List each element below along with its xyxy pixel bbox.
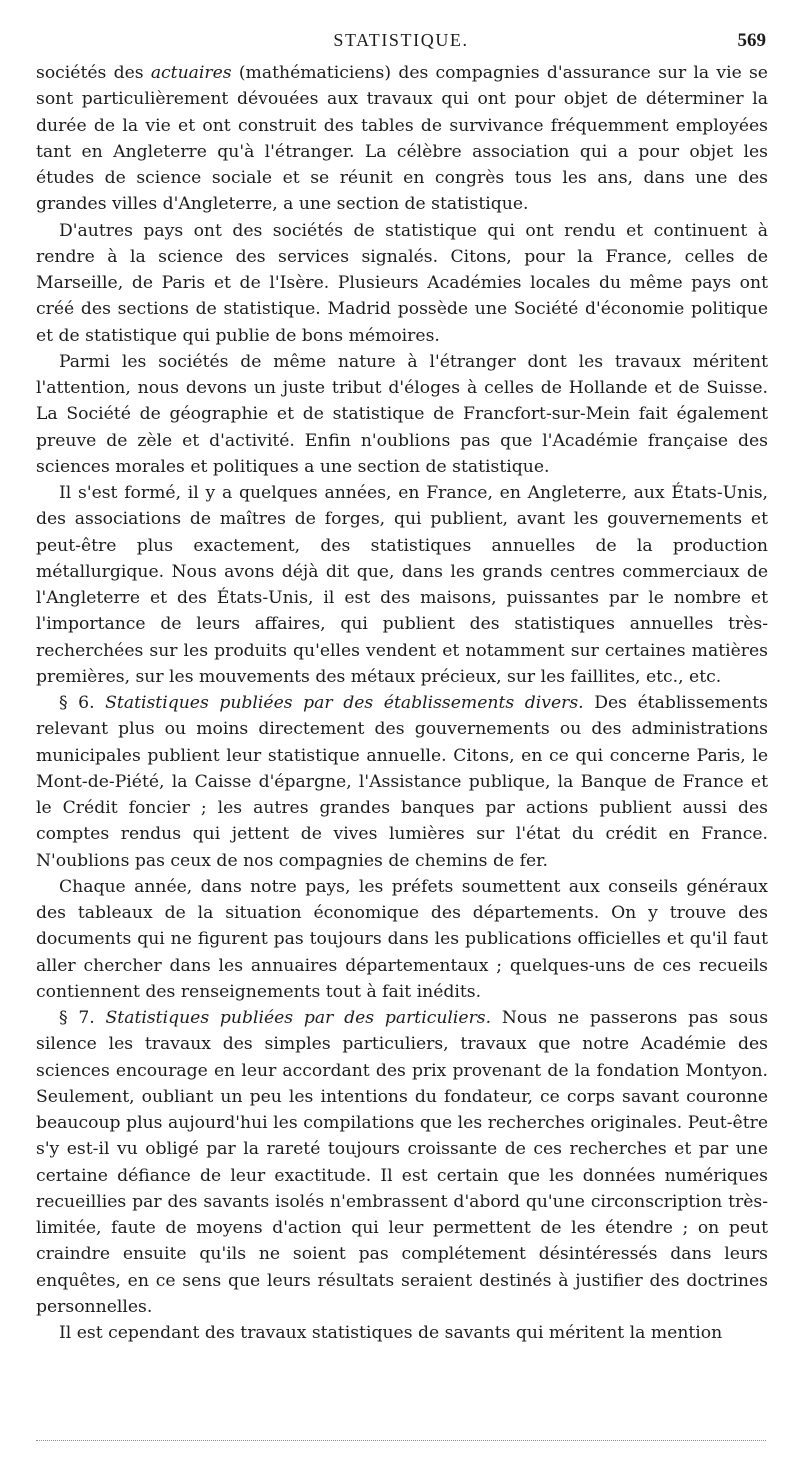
paragraph-continuation	[36, 60, 768, 218]
paragraph-text: (mathématiciens) des compagnies d'assurance sur la vie se sont particulièrement dévouées aux travaux qui ont pour objet de déterminer la durée de la vie et ont construit des tables de survivance fréquemment employées tant en Angleterre qu'à l'étranger. La célèbre association qui a pour objet les études de science sociale et se réunit en congrès tous les ans, dans une des grandes villes d'Angleterre, a une section de statistique.	[36, 63, 768, 215]
section-mark: § 6.	[59, 693, 95, 713]
body-text	[36, 60, 768, 1346]
paragraph-text: Des établissements relevant plus ou moins directement des gouvernements ou des administrations municipales publient leur statistique annuelle. Citons, en ce qui concerne Paris, le Mont-de-Piété, la Caisse d'épargne, l'Assistance publique, la Banque de France et le Crédit foncier ; les autres grandes banques par actions publient aussi des comptes rendus qui jettent de vives lumières sur l'état du crédit en France. N'oublions pas ceux de nos compagnies de chemins de fer.	[36, 693, 768, 871]
paragraph: Chaque année, dans notre pays, les préfets soumettent aux conseils généraux des tableaux de la situation économique des départements. On y trouve des documents qui ne figurent pas toujours dans les publications officielles et qu'il faut aller chercher dans les annuaires départementaux ; quelques-uns de ces recueils contiennent des renseignements tout à fait inédits.	[36, 876, 768, 1002]
paragraph: Il est cependant des travaux statistiques de savants qui méritent la mention	[59, 1323, 723, 1343]
page-number: 569	[737, 30, 766, 51]
italic-term: actuaires	[150, 63, 232, 83]
section-title: Statistiques publiées par des particuliers.	[105, 1008, 492, 1028]
section-7-paragraph	[36, 1005, 768, 1320]
paragraph: D'autres pays ont des sociétés de statistique qui ont rendu et continuent à rendre à la science des services signalés. Citons, pour la France, celles de Marseille, de Paris et de l'Isère. Plusieurs Académies locales du même pays ont créé des sections de statistique. Madrid possède une Société d'économie politique et de statistique qui publie de bons mémoires.	[36, 220, 768, 346]
section-6-paragraph	[36, 690, 768, 874]
paragraph-text: sociétés des	[36, 63, 151, 83]
section-title: Statistiques publiées par des établissements divers.	[105, 693, 584, 713]
running-header	[36, 30, 766, 54]
footer-dotted-rule	[36, 1440, 766, 1441]
paragraph: Parmi les sociétés de même nature à l'étranger dont les travaux méritent l'attention, nous devons un juste tribut d'éloges à celles de Hollande et de Suisse. La Société de géographie et de statistique de Francfort-sur-Mein fait également preuve de zèle et d'activité. Enfin n'oublions pas que l'Académie française des sciences morales et politiques a une section de statistique.	[36, 351, 768, 477]
section-mark: § 7.	[59, 1008, 95, 1028]
running-title: STATISTIQUE.	[333, 30, 469, 50]
paragraph-text: Nous ne passerons pas sous silence les travaux des simples particuliers, travaux que notre Académie des sciences encourage en leur accordant des prix provenant de la fondation Montyon. Seulement, oubliant un peu les intentions du fondateur, ce corps savant couronne beaucoup plus aujourd'hui les compilations que les recherches originales. Peut-être s'y est-il vu obligé par la rareté toujours croissante de ces recherches et par une certaine défiance de leur exactitude. Il est certain que les données numériques recueillies par des savants isolés n'embrassent d'abord qu'une circonscription très-limitée, faute de moyens d'action qui leur permettent de les étendre ; on peut craindre ensuite qu'ils ne soient pas complétement désintéressés dans leurs enquêtes, en ce sens que leurs résultats seraient destinés à justifier des doctrines personnelles.	[36, 1008, 769, 1317]
paragraph: Il s'est formé, il y a quelques années, en France, en Angleterre, aux États-Unis, des associations de maîtres de forges, qui publient, avant les gouvernements et peut-être plus exactement, des statistiques annuelles de la production métallurgique. Nous avons déjà dit que, dans les grands centres commerciaux de l'Angleterre et des États-Unis, il est des maisons, puissantes par le nombre et l'importance de leurs affaires, qui publient des statistiques annuelles très-recherchées sur les produits qu'elles vendent et notamment sur certaines matières premières, sur les mouvements des métaux précieux, sur les faillites, etc., etc.	[36, 483, 768, 687]
